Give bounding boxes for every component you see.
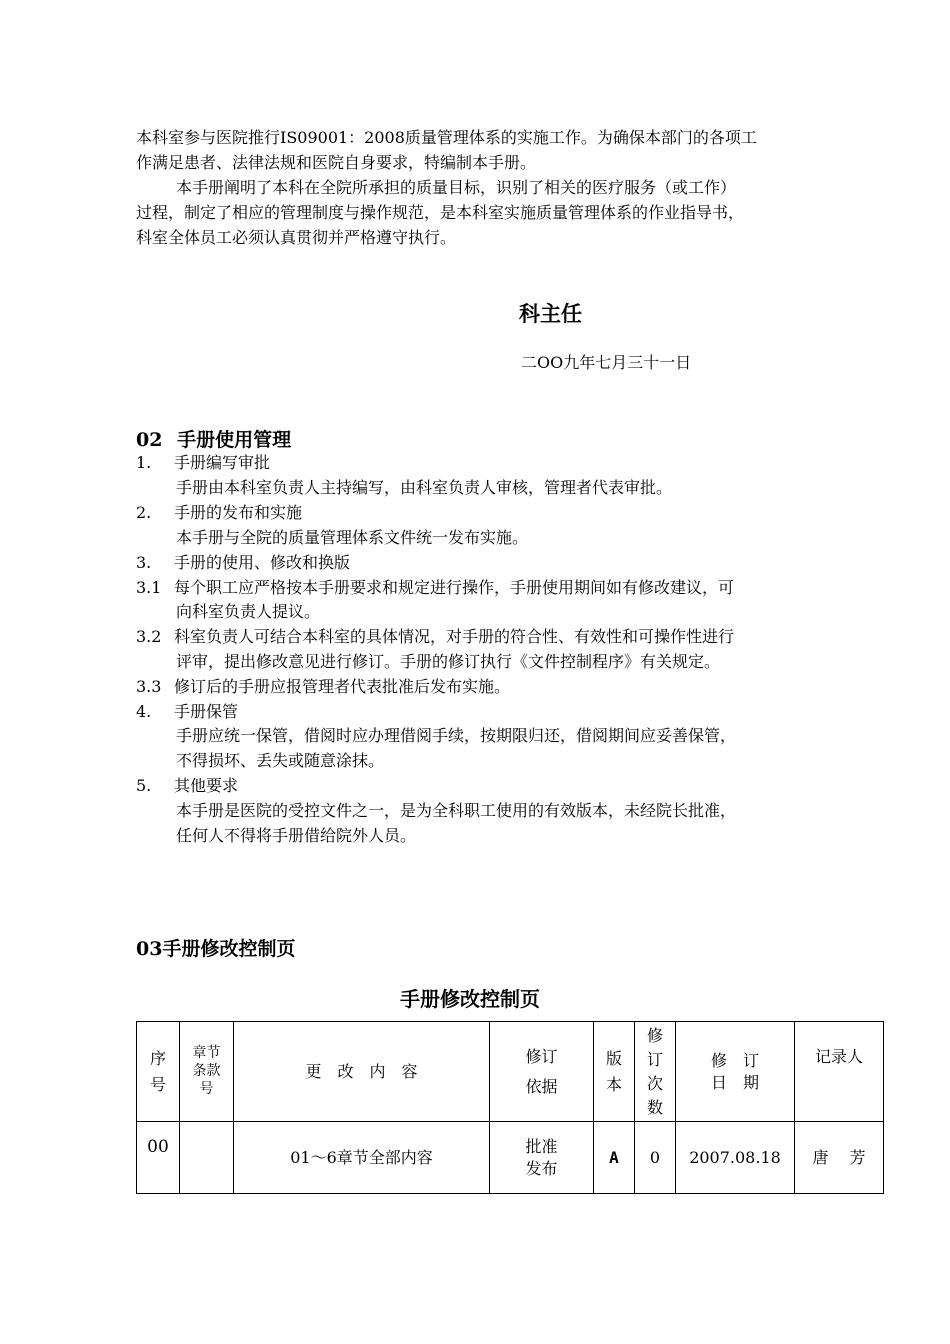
cell-date: 2007.08.18	[676, 1122, 795, 1194]
header-recorder: 记录人	[795, 1022, 884, 1122]
header-basis	[490, 1022, 594, 1122]
cell-basis-line1: 批准	[525, 1136, 558, 1156]
item-number: 3.2	[136, 627, 162, 646]
section-02-heading	[136, 425, 291, 452]
cell-basis-line2: 发布	[525, 1158, 558, 1178]
header-basis-line1: 修订	[525, 1046, 558, 1066]
item-title: 手册的发布和实施	[174, 503, 303, 522]
item-title: 手册编写审批	[174, 453, 271, 472]
item-title: 其他要求	[174, 776, 239, 795]
item-title: 修订后的手册应报管理者代表批准后发布实施。	[174, 677, 511, 696]
section-02-number: 02	[136, 429, 163, 451]
item-body: 本手册是医院的受控文件之一，是为全科职工使用的有效版本，未经院长批准，	[176, 801, 737, 820]
item-title: 科室负责人可结合本科室的具体情况，对手册的符合性、有效性和可操作性进行	[174, 627, 735, 646]
cell-count: 0	[635, 1122, 676, 1194]
item-body: 不得损坏、丢失或随意涂抹。	[176, 751, 385, 770]
list-item-3-3	[136, 675, 510, 699]
item-number: 2.	[136, 503, 152, 522]
header-count: 修订次数	[635, 1022, 676, 1122]
signature-date: 二OO九年七月三十一日	[521, 353, 692, 372]
list-item-1	[136, 451, 270, 475]
item-number: 1.	[136, 453, 152, 472]
list-item-4	[136, 700, 238, 724]
section-03-number: 03	[136, 938, 163, 960]
item-title: 每个职工应严格按本手册要求和规定进行操作，手册使用期间如有修改建议，可	[174, 578, 735, 597]
list-item-5	[136, 774, 238, 798]
list-item-3	[136, 551, 350, 575]
table-title: 手册修改控制页	[400, 987, 540, 1011]
intro-line-4: 过程，制定了相应的管理制度与操作规范，是本科室实施质量管理体系的作业指导书，	[136, 203, 745, 222]
list-item-2	[136, 501, 302, 525]
header-basis-line2: 依据	[525, 1076, 558, 1096]
list-item-3-1	[136, 576, 734, 600]
header-date-line1: 修 订	[710, 1050, 759, 1070]
intro-line-3: 本手册阐明了本科在全院所承担的质量目标，识别了相关的医疗服务（或工作）	[176, 178, 737, 197]
intro-line-1: 本科室参与医院推行IS09001：2008质量管理体系的实施工作。为确保本部门的各项工	[136, 128, 757, 147]
cell-chapter	[180, 1122, 234, 1194]
cell-version: A	[594, 1122, 635, 1194]
item-number: 4.	[136, 702, 152, 721]
item-title: 手册保管	[174, 702, 239, 721]
item-body: 评审，提出修改意见进行修订。手册的修订执行《文件控制程序》有关规定。	[176, 652, 721, 671]
intro-line-5: 科室全体员工必须认真贯彻并严格遵守执行。	[136, 228, 457, 247]
cell-seq: 00	[137, 1122, 180, 1194]
cell-recorder: 唐 芳	[795, 1122, 884, 1194]
header-date	[676, 1022, 795, 1122]
item-number: 3.3	[136, 677, 162, 696]
cell-content: 01～6章节全部内容	[234, 1122, 490, 1194]
table-header-row	[137, 1022, 884, 1122]
item-body: 向科室负责人提议。	[176, 602, 321, 621]
header-date-line2: 日 期	[710, 1072, 759, 1092]
header-seq: 序号	[137, 1022, 180, 1122]
revision-control-table	[136, 1021, 884, 1194]
item-number: 3.1	[136, 578, 162, 597]
cell-basis	[490, 1122, 594, 1194]
item-body: 手册应统一保管，借阅时应办理借阅手续，按期限归还，借阅期间应妥善保管，	[176, 726, 737, 745]
item-number: 5.	[136, 776, 152, 795]
header-content: 更 改 内 容	[234, 1022, 490, 1122]
signature-title: 科主任	[519, 302, 582, 326]
section-03-title: 手册修改控制页	[162, 938, 296, 960]
header-version: 版本	[594, 1022, 635, 1122]
list-item-3-2	[136, 625, 734, 649]
item-number: 3.	[136, 553, 152, 572]
section-02-title: 手册使用管理	[177, 429, 292, 451]
section-03-heading	[136, 934, 295, 961]
item-title: 手册的使用、修改和换版	[174, 553, 351, 572]
header-chapter: 章节条款号	[180, 1022, 234, 1122]
item-body: 本手册与全院的质量管理体系文件统一发布实施。	[176, 528, 529, 547]
intro-line-2: 作满足患者、法律法规和医院自身要求，特编制本手册。	[136, 153, 537, 172]
item-body: 任何人不得将手册借给院外人员。	[176, 826, 417, 845]
table-row	[137, 1122, 884, 1194]
item-body: 手册由本科室负责人主持编写，由科室负责人审核，管理者代表审批。	[176, 478, 673, 497]
